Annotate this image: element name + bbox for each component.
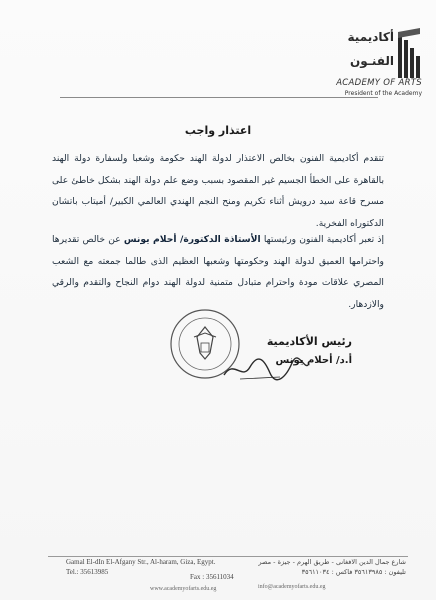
footer-address-en: Gamal El-dIn El-Afgany Str., Al-haram, Giza, Egypt.	[66, 558, 216, 566]
paragraph-suffix: عن خالص تقديرها واحترامها العميق لدولة الهند وحكومتها وشعبها العظيم الذى طالما جمعته مع الشعب المصري علاقات مودة واحترام متبادل متمنية لدولة الهند دوام النجاح والتقدم والرقي والازدهار.	[52, 234, 384, 310]
logo-arabic-line2: الفنـون	[349, 54, 394, 68]
letterhead	[304, 22, 424, 97]
footer-email[interactable]: info@academyofarts.edu.eg	[258, 584, 326, 590]
office-label: President of the Academy	[344, 90, 422, 97]
paragraph-prefix: إذ تعبر أكاديمية الفنون ورئيستها	[260, 234, 384, 245]
logo-arabic-line1: أكاديمية	[347, 30, 394, 44]
footer-address-ar: شارع جمال الدين الافغانى - طريق الهرم - جيزة - مصر	[258, 558, 406, 566]
footer-website[interactable]: www.academyofarts.edu.eg	[150, 586, 217, 592]
logo-english: ACADEMY OF ARTS	[336, 78, 422, 88]
signatory-title: رئيس الأكاديمية	[266, 335, 352, 348]
footer-tel-ar: تليفون : ٣٥٦١٣٩٨٥ فاكس : ٣٥٦١١٠٣٤	[301, 567, 406, 576]
footer-fax-en: Fax : 35611034	[190, 573, 234, 581]
letter-title: اعتذار واجب	[184, 124, 252, 137]
president-name-inline: الأستاذة الدكتورة/ أحلام يونس	[123, 234, 261, 245]
paragraph-appreciation	[52, 229, 384, 315]
signatory-name: أ.د/ أحلام يونس	[275, 355, 352, 366]
footer-arabic	[258, 558, 406, 577]
header-divider	[60, 97, 378, 98]
footer-divider	[48, 556, 408, 557]
academy-logo-icon	[396, 26, 422, 82]
footer-tel-en: Tel.: 35613985	[66, 567, 109, 576]
paragraph-apology: تتقدم أكاديمية الفنون بخالص الاعتذار لدولة الهند حكومة وشعبا ولسفارة دولة الهند بالقاهرة على الخطأ الجسيم غير المقصود بسبب وضع علم دولة الهند بشكل خاطئ على مسرح قاعة سيد درويش أثناء تكريم ومنح النجم الهندي العالمي الكبير/ أميتاب باتشان الدكتوراه الفخرية.	[52, 153, 384, 229]
